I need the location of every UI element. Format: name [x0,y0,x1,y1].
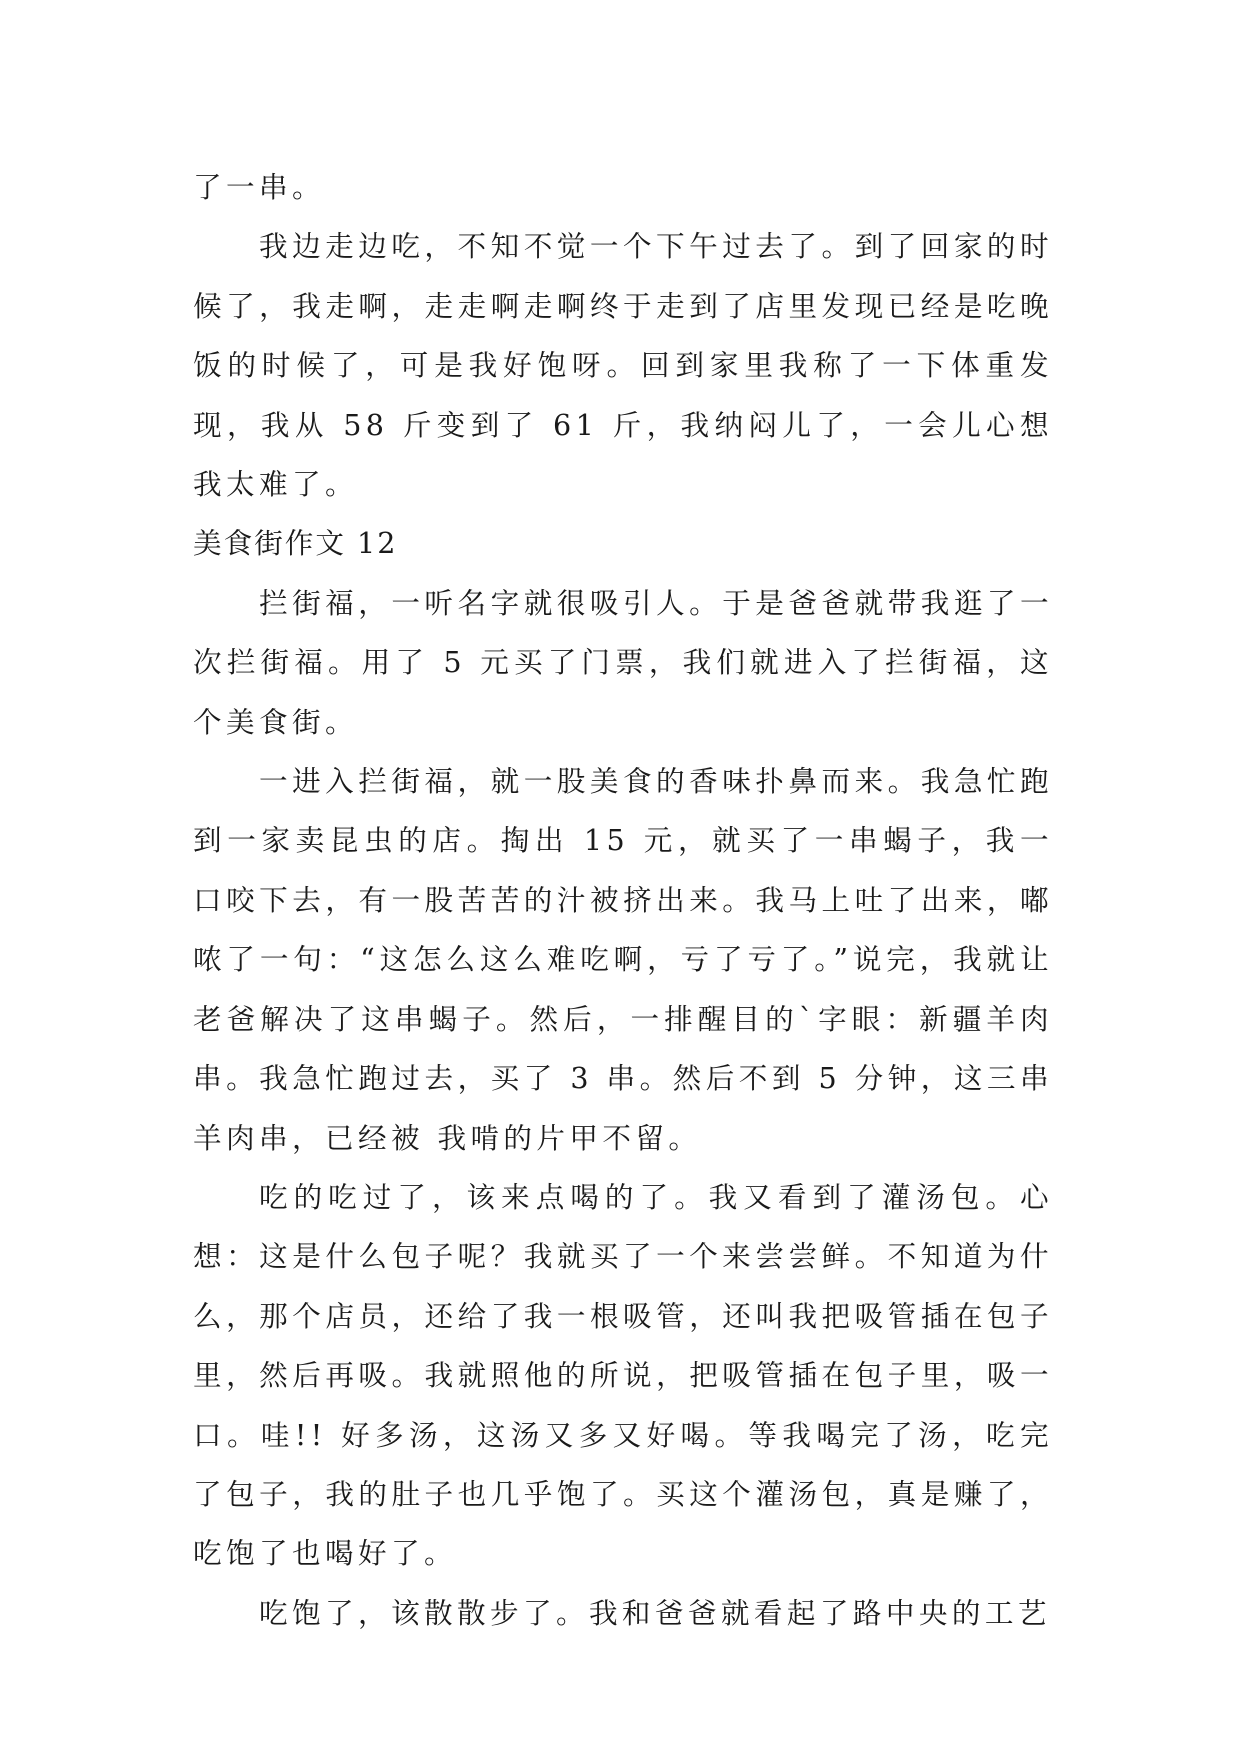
document-body [193,158,1053,1643]
section-title: 美食街作文 12 [193,526,398,561]
paragraph-continuation: 了一串。 [193,170,325,204]
paragraph-soup-dumpling: 吃的吃过了，该来点喝的了。我又看到了灌汤包。心想：这是什么包子呢？我就买了一个来尝尝鲜。不知道为什么，那个店员，还给了我一根吸管，还叫我把吸管插在包子里，然后再吸。我就照他的所说，把吸管插在包子里，吸一口。哇!! 好多汤，这汤又多又好喝。等我喝完了汤，吃完了包子，我的肚子也几乎饱了。买这个灌汤包，真是赚了，吃饱了也喝好了。 [193,1179,1053,1571]
paragraph-walk-and-eat: 我边走边吃，不知不觉一个下午过去了。到了回家的时候了，我走啊，走走啊走啊终于走到了店里发现已经是吃晚饭的时候了，可是我好饱呀。回到家里我称了一下体重发现，我从 58 斤变到了 61 斤，我纳闷儿了，一会儿心想我太难了。 [193,229,1053,502]
paragraph-lanjiefu-intro: 拦街福，一听名字就很吸引人。于是爸爸就带我逛了一次拦街福。用了 5 元买了门票，我们就进入了拦街福，这个美食街。 [193,585,1053,739]
paragraph-stroll: 吃饱了，该散散步了。我和爸爸就看起了路中央的工艺 [259,1595,1051,1630]
paragraph-insects-and-skewers: 一进入拦街福，就一股美食的香味扑鼻而来。我急忙跑到一家卖昆虫的店。掏出 15 元，就买了一串蝎子，我一口咬下去，有一股苦苦的汁被挤出来。我马上吐了出来，嘟哝了一句：“这怎么这么难吃啊，亏了亏了。”说完，我就让老爸解决了这串蝎子。然后，一排醒目的`字眼：新疆羊肉串。我急忙跑过去，买了 3 串。然后不到 5 分钟，这三串羊肉串，已经被 我啃的片甲不留。 [193,764,1053,1155]
